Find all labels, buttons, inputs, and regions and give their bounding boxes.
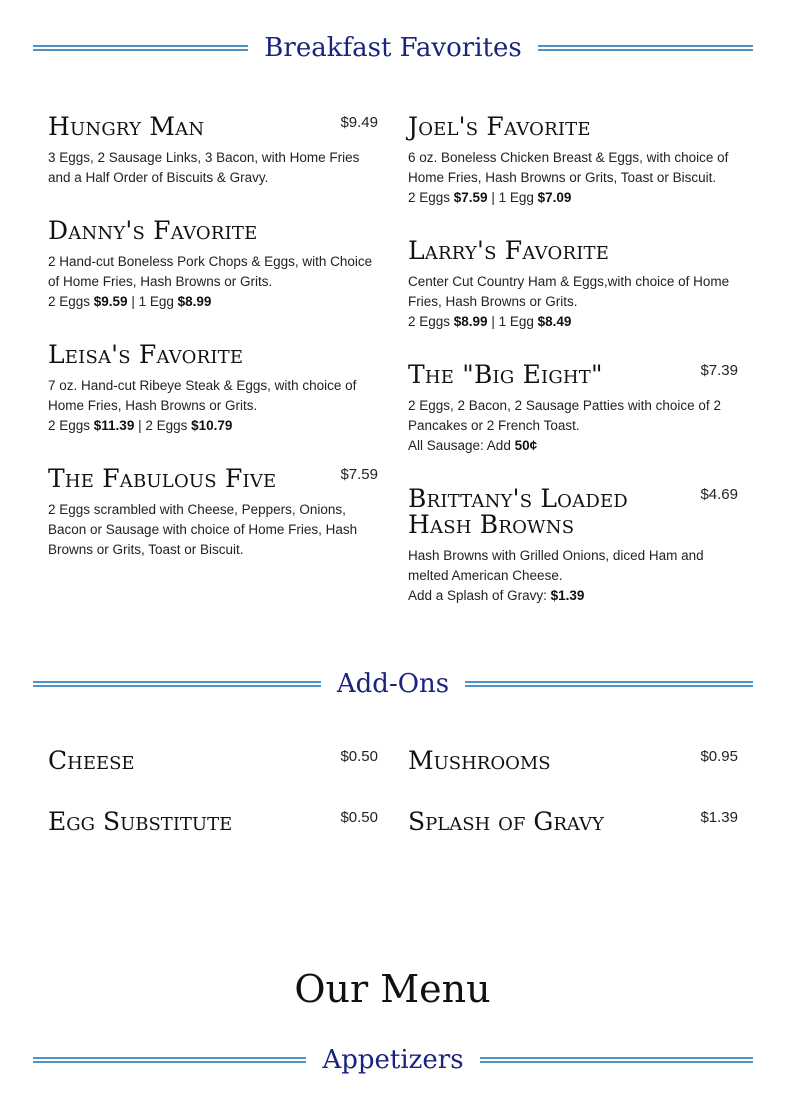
appetizers-section-header — [33, 1040, 753, 1080]
addon-name: Splash of Gravy — [408, 807, 604, 836]
header-rule-left — [33, 1057, 306, 1063]
menu-item-header — [48, 466, 378, 492]
addons-section-header — [33, 664, 753, 704]
price-option-value: $8.49 — [537, 314, 572, 329]
menu-item — [48, 342, 378, 436]
menu-item-name: Joel's Favorite — [408, 112, 591, 141]
addon-item — [408, 809, 738, 870]
header-rule-right — [480, 1057, 753, 1063]
menu-item-header — [408, 238, 738, 264]
menu-item-price-options — [408, 586, 738, 606]
header-rule-right — [465, 681, 753, 687]
section-title: Breakfast Favorites — [264, 33, 522, 63]
menu-item-description: 2 Eggs scrambled with Cheese, Peppers, Onions, Bacon or Sausage with choice of Home Fries, Hash Browns or Grits, Toast or Biscuit. — [48, 502, 358, 557]
menu-item-description: 7 oz. Hand-cut Ribeye Steak & Eggs, with choice of Home Fries, Hash Browns or Grits. — [48, 378, 357, 413]
breakfast-column-left — [48, 114, 378, 590]
menu-item-name: Danny's Favorite — [48, 216, 258, 245]
menu-title: Our Menu — [294, 967, 491, 1011]
menu-item — [48, 218, 378, 312]
price-option-label: | 1 Egg — [487, 190, 538, 205]
addon-price: $0.50 — [340, 748, 378, 765]
price-option-label: Add a Splash of Gravy: — [408, 588, 551, 603]
menu-item-description: Center Cut Country Ham & Eggs,with choice of Home Fries, Hash Browns or Grits. — [408, 274, 730, 309]
section-title: Appetizers — [322, 1045, 464, 1075]
addon-name: Mushrooms — [408, 746, 551, 775]
header-rule-left — [33, 45, 248, 51]
price-option-label: 2 Eggs — [48, 294, 94, 309]
menu-item-price-options — [48, 292, 378, 312]
menu-item-price: $9.49 — [340, 114, 378, 131]
menu-item-header — [48, 342, 378, 368]
menu-item-price: $7.39 — [700, 362, 738, 379]
breakfast-section-header — [33, 28, 753, 68]
price-option-label: 2 Eggs — [48, 418, 94, 433]
menu-item — [408, 362, 738, 456]
menu-item-description: Hash Browns with Grilled Onions, diced Ham and melted American Cheese. — [408, 548, 704, 583]
menu-item-header — [408, 362, 738, 388]
breakfast-column-right — [408, 114, 738, 636]
menu-item-description: 6 oz. Boneless Chicken Breast & Eggs, with choice of Home Fries, Hash Browns or Grits, Toast or Biscuit. — [408, 150, 729, 185]
menu-item-price-options — [408, 188, 738, 208]
menu-item-header — [48, 114, 378, 140]
addons-column-right — [408, 748, 738, 870]
menu-item-name: Leisa's Favorite — [48, 340, 244, 369]
price-option-label: | 1 Egg — [127, 294, 178, 309]
menu-item-description: 3 Eggs, 2 Sausage Links, 3 Bacon, with Home Fries and a Half Order of Biscuits & Gravy. — [48, 150, 360, 185]
price-option-label: | 1 Egg — [487, 314, 538, 329]
addon-price: $0.50 — [340, 809, 378, 826]
menu-item — [408, 486, 738, 606]
price-option-value: $7.09 — [537, 190, 572, 205]
header-rule-left — [33, 681, 321, 687]
addon-item — [408, 748, 738, 809]
menu-item-header — [408, 486, 738, 538]
price-option-value: $10.79 — [191, 418, 233, 433]
menu-item-name: The Fabulous Five — [48, 464, 277, 493]
menu-item-name: The "Big Eight" — [408, 360, 603, 389]
menu-item — [408, 238, 738, 332]
addon-item — [48, 748, 378, 809]
price-option-label: | 2 Eggs — [134, 418, 192, 433]
menu-item-price-options — [408, 436, 738, 456]
price-option-label: 2 Eggs — [408, 190, 454, 205]
price-option-value: $9.59 — [93, 294, 128, 309]
menu-item-description: 2 Eggs, 2 Bacon, 2 Sausage Patties with choice of 2 Pancakes or 2 French Toast. — [408, 398, 721, 433]
price-option-label: All Sausage: Add — [408, 438, 515, 453]
addon-item — [48, 809, 378, 870]
menu-item-price: $4.69 — [700, 486, 738, 503]
price-option-value: $1.39 — [550, 588, 585, 603]
price-option-value: $7.59 — [453, 190, 488, 205]
menu-item-header — [408, 114, 738, 140]
price-option-value: $8.99 — [453, 314, 488, 329]
menu-item-name: Hungry Man — [48, 112, 205, 141]
addon-name: Egg Substitute — [48, 807, 233, 836]
addon-name: Cheese — [48, 746, 135, 775]
menu-item-price-options — [48, 416, 378, 436]
menu-item-header — [48, 218, 378, 244]
price-option-value: $8.99 — [177, 294, 212, 309]
menu-item-name: Larry's Favorite — [408, 236, 610, 265]
header-rule-right — [538, 45, 753, 51]
menu-item — [48, 114, 378, 188]
price-option-value: $11.39 — [93, 418, 135, 433]
price-option-value: 50¢ — [514, 438, 538, 453]
menu-item-description: 2 Hand-cut Boneless Pork Chops & Eggs, with Choice of Home Fries, Hash Browns or Grits. — [48, 254, 373, 289]
addon-price: $0.95 — [700, 748, 738, 765]
addon-price: $1.39 — [700, 809, 738, 826]
price-option-label: 2 Eggs — [408, 314, 454, 329]
menu-item-price: $7.59 — [340, 466, 378, 483]
menu-item-price-options — [408, 312, 738, 332]
menu-item-name: Brittany's Loaded Hash Browns — [408, 484, 628, 539]
addons-column-left — [48, 748, 378, 870]
menu-item — [48, 466, 378, 560]
menu-item — [408, 114, 738, 208]
section-title: Add-Ons — [336, 669, 450, 699]
